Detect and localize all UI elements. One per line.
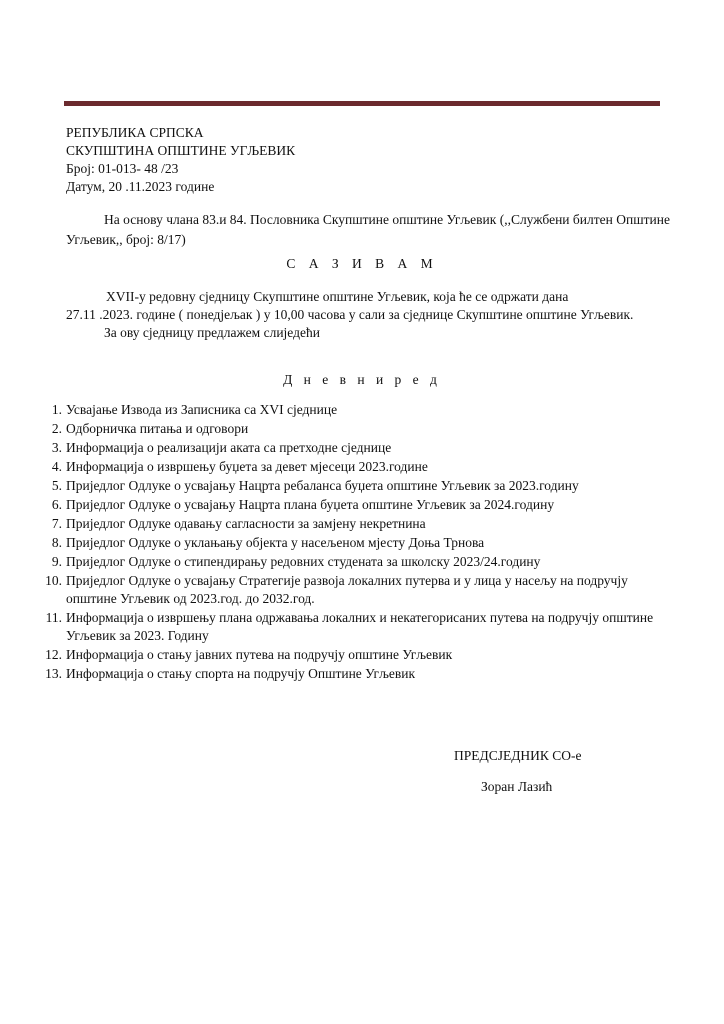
- agenda-item-number: 4.: [51, 459, 62, 474]
- agenda-item-text: Приједлог Одлуке о уклањању објекта у насељеном мјесту Доња Трнова: [66, 535, 485, 550]
- republic-name: РЕПУБЛИКА СРПСКА: [66, 125, 204, 140]
- convening-line-2: 27.11 .2023. године ( понедјељак ) у 10,00 часова у сали за сједнице Скупштине општине Угљевик.: [66, 307, 634, 322]
- agenda-item-text: Одборничка питања и одговори: [66, 421, 249, 436]
- agenda-item-number: 7.: [51, 516, 62, 531]
- agenda-item: [30, 572, 670, 608]
- agenda-item-text: Информација о стању спорта на подручју Општине Угљевик: [66, 666, 416, 681]
- agenda-item: [30, 496, 670, 514]
- agenda-item-number: 13.: [45, 666, 62, 681]
- signature-name: Зоран Лазић: [481, 779, 553, 794]
- agenda-item-number: 3.: [51, 440, 62, 455]
- header-rule: [64, 101, 660, 106]
- document-number: Број: 01-013- 48 /23: [66, 161, 179, 176]
- assembly-name: СКУПШТИНА ОПШТИНЕ УГЉЕВИК: [66, 143, 296, 158]
- agenda-item: [30, 401, 670, 419]
- agenda-item: [30, 458, 670, 476]
- agenda-item-text: Приједлог Одлуке о усвајању Стратегије развоја локалних путерва и у лица у насељу на подручју општине Угљевик од 2023.год. до 2032.год.: [66, 573, 628, 606]
- agenda-item: [30, 609, 670, 645]
- agenda-item: [30, 534, 670, 552]
- agenda-item: [30, 665, 670, 683]
- agenda-item-text: Информација о извршењу буџета за девет мјесеци 2023.године: [66, 459, 428, 474]
- agenda-item-text: Усвајање Извода из Записника са XVI сједнице: [66, 402, 338, 417]
- agenda-title: Д н е в н и р е д: [283, 372, 441, 387]
- agenda-item-text: Приједлог Одлуке одавању сагласности за замјену некретнина: [66, 516, 426, 531]
- agenda-item-number: 8.: [51, 535, 62, 550]
- legal-basis: На основу члана 83.и 84. Пословника Скупштине општине Угљевик (,,Службени билтен Општине Угљевик,, број: 8/17): [66, 212, 670, 247]
- agenda-item: [30, 439, 670, 457]
- agenda-item-text: Информација о реализацији аката са претходне сједнице: [66, 440, 392, 455]
- agenda-item-text: Информација о стању јавних путева на подручју општине Угљевик: [66, 647, 453, 662]
- agenda-item-number: 12.: [45, 647, 62, 662]
- agenda-item-number: 11.: [45, 610, 62, 625]
- convening-line-1: XVII-у редовну сједницу Скупштине општине Угљевик, која ће се одржати дана: [106, 289, 569, 304]
- convening-line-3: За ову сједницу предлажем слиједећи: [104, 325, 320, 340]
- agenda-list: [30, 401, 670, 684]
- agenda-item: [30, 477, 670, 495]
- agenda-item-number: 2.: [51, 421, 62, 436]
- agenda-item: [30, 553, 670, 571]
- agenda-item-text: Информација о извршењу плана одржавања локалних и некатегорисаних путева на подручју општине Угљевик за 2023. Годину: [66, 610, 654, 643]
- document-date: Датум, 20 .11.2023 године: [66, 179, 215, 194]
- agenda-item-text: Приједлог Одлуке о усвајању Нацрта ребаланса буџета општине Угљевик за 2023.годину: [66, 478, 579, 493]
- agenda-item-text: Приједлог Одлуке о усвајању Нацрта плана буџета општине Угљевик за 2024.годину: [66, 497, 555, 512]
- agenda-item: [30, 515, 670, 533]
- agenda-item-number: 1.: [51, 402, 62, 417]
- agenda-item-number: 6.: [51, 497, 62, 512]
- agenda-item: [30, 420, 670, 438]
- agenda-item-text: Приједлог Одлуке о стипендирању редовних студената за школску 2023/24.годину: [66, 554, 541, 569]
- document-header: [66, 124, 295, 196]
- agenda-item-number: 10.: [45, 573, 62, 588]
- convene-title: С А З И В А М: [286, 256, 438, 271]
- agenda-item-number: 9.: [51, 554, 62, 569]
- signature-title: ПРЕДСЈЕДНИК СО-е: [454, 748, 582, 763]
- convening-text: [66, 288, 688, 342]
- agenda-item-number: 5.: [51, 478, 62, 493]
- agenda-item: [30, 646, 670, 664]
